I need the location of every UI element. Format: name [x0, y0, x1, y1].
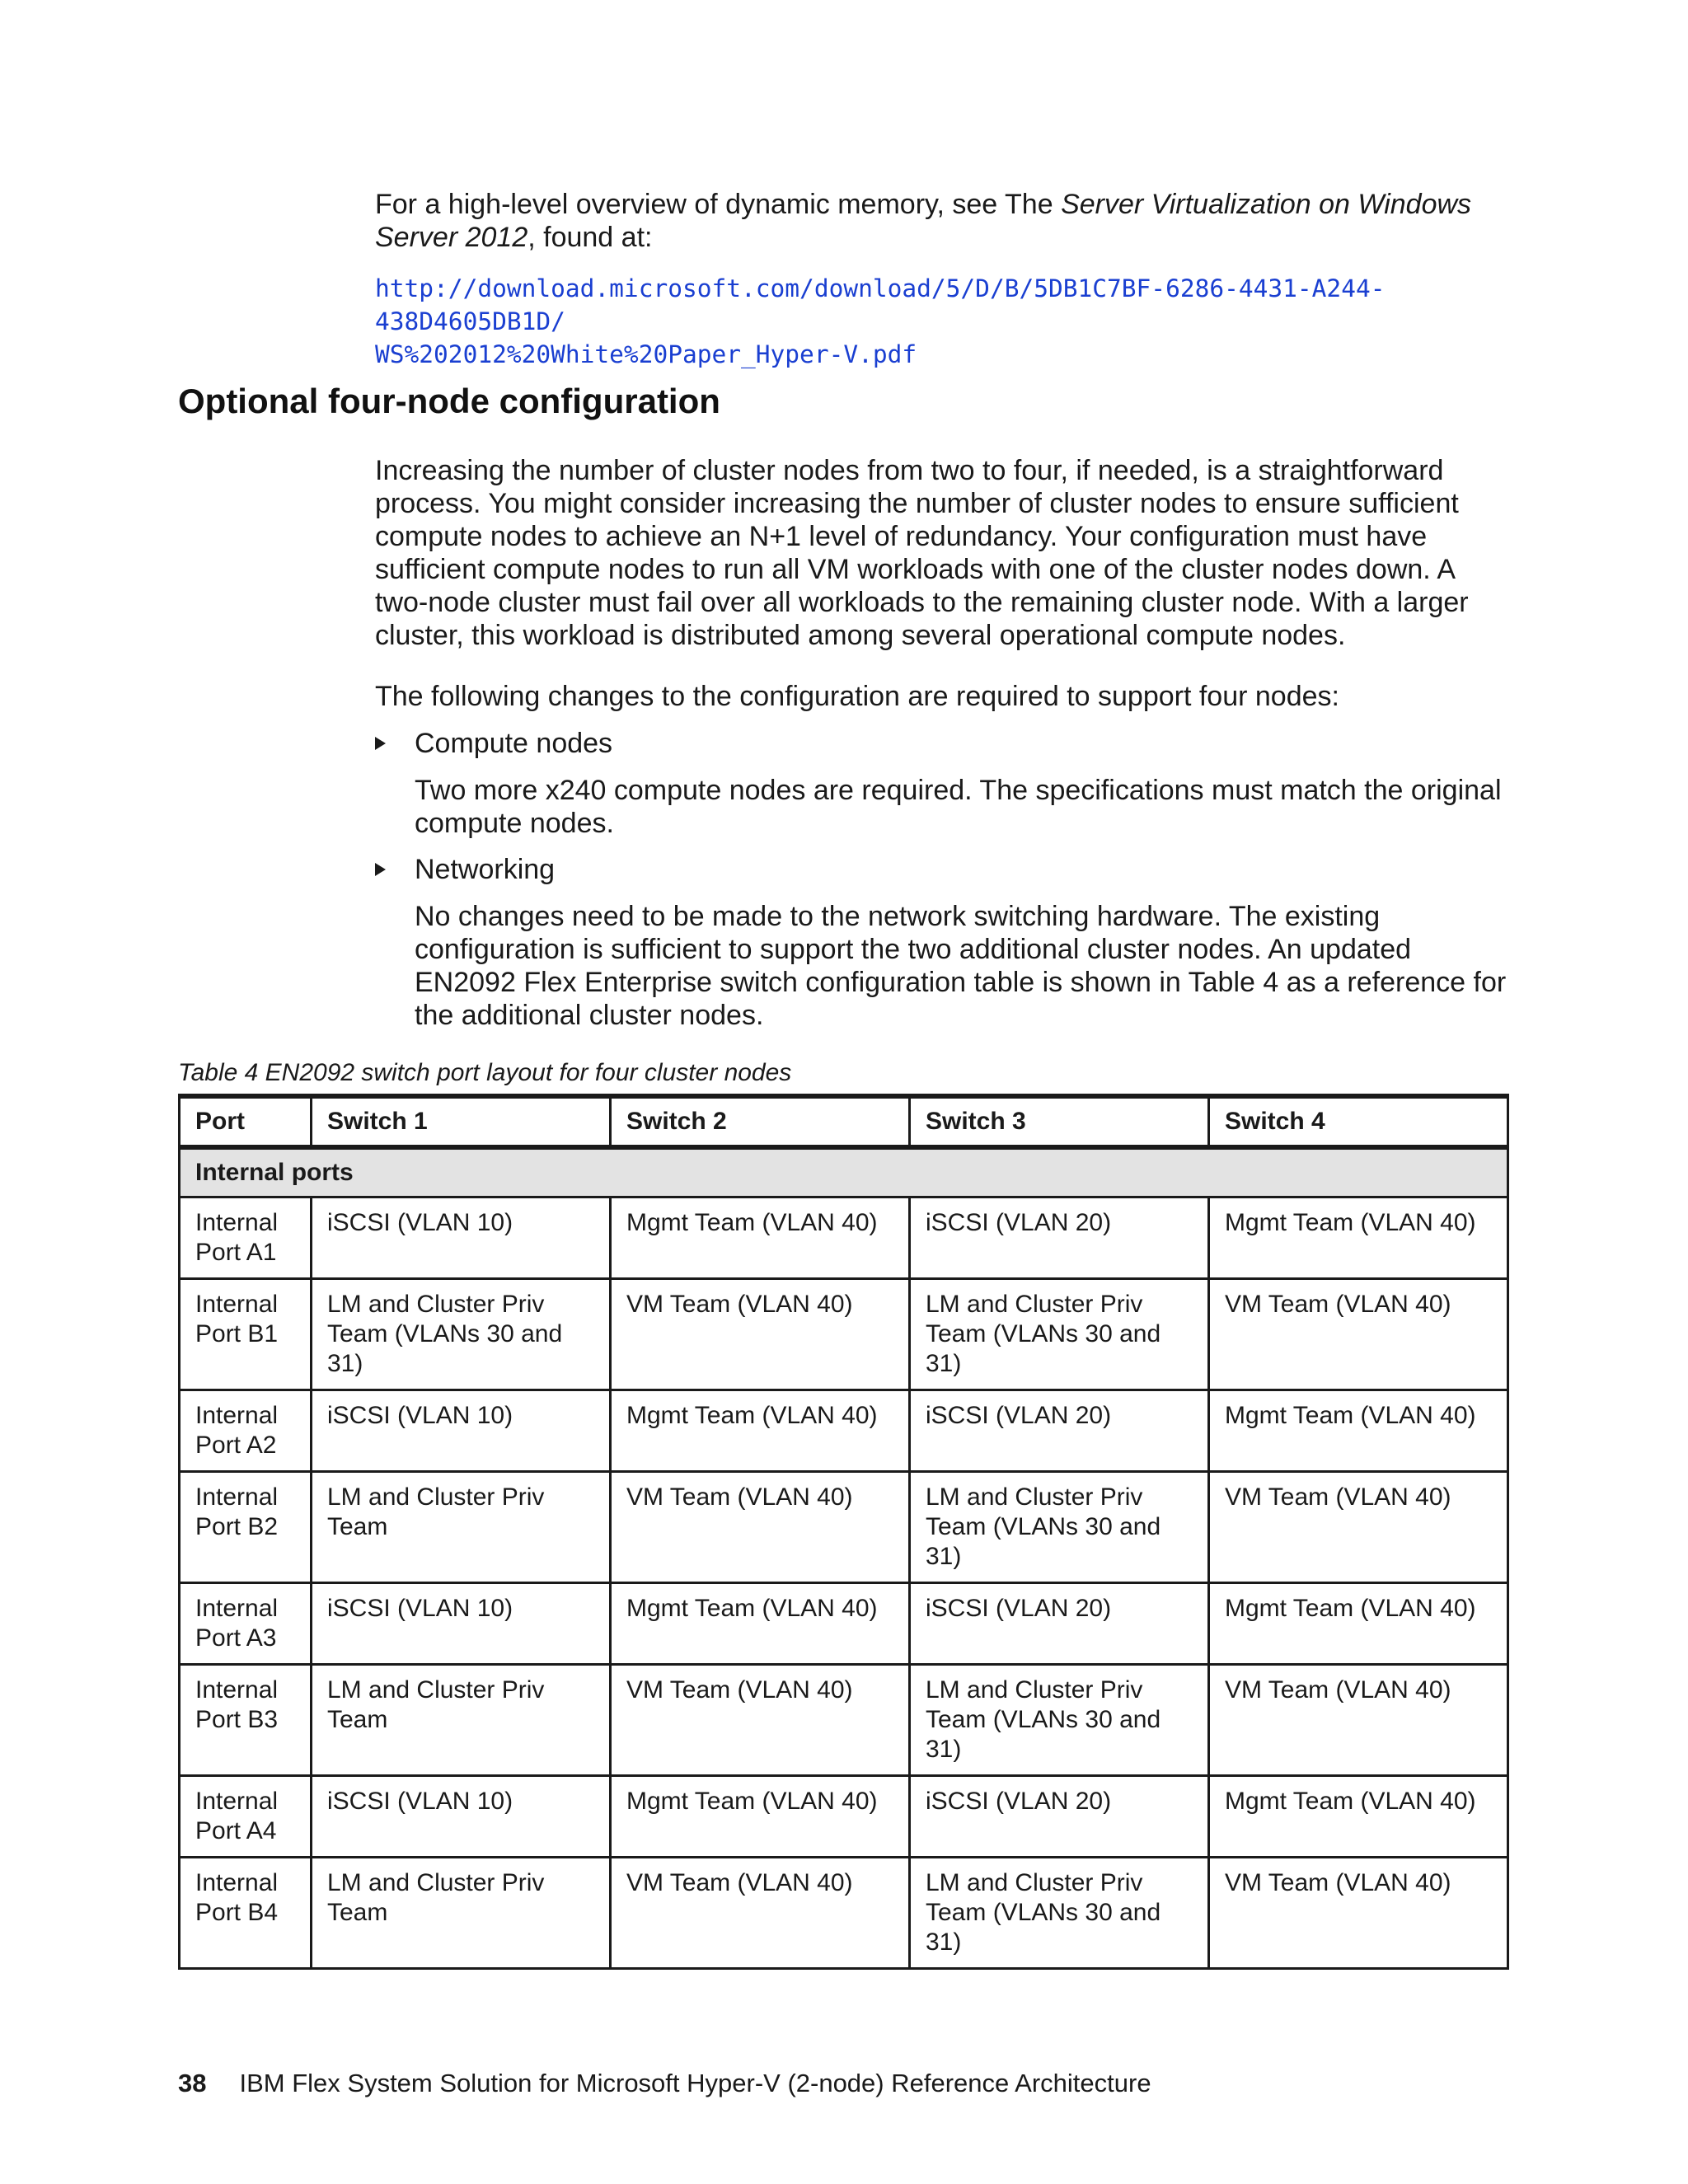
- table-cell: VM Team (VLAN 40): [611, 1665, 910, 1776]
- table-cell: iSCSI (VLAN 20): [910, 1583, 1209, 1665]
- table-row: [180, 1472, 1508, 1583]
- table-cell: iSCSI (VLAN 10): [312, 1390, 611, 1472]
- table-cell: VM Team (VLAN 40): [1209, 1858, 1508, 1969]
- table-cell: LM and Cluster Priv Team (VLANs 30 and 31): [910, 1279, 1209, 1390]
- table-cell: VM Team (VLAN 40): [611, 1858, 910, 1969]
- section-paragraph-2: The following changes to the configuration are required to support four nodes:: [375, 681, 1339, 712]
- section-heading: Optional four-node configuration: [178, 382, 720, 420]
- table-cell: iSCSI (VLAN 20): [910, 1776, 1209, 1858]
- table-row: [180, 1390, 1508, 1472]
- bullet-triangle-icon: [375, 863, 386, 876]
- table-cell: Mgmt Team (VLAN 40): [611, 1776, 910, 1858]
- table-row: [180, 1776, 1508, 1858]
- table-cell: Internal Port B3: [180, 1665, 312, 1776]
- table-row: [180, 1197, 1508, 1279]
- table-caption: Table 4 EN2092 switch port layout for four cluster nodes: [178, 1059, 792, 1086]
- column-header: Switch 3: [910, 1096, 1209, 1147]
- table-cell: LM and Cluster Priv Team (VLANs 30 and 31): [312, 1279, 611, 1390]
- table-cell: iSCSI (VLAN 10): [312, 1583, 611, 1665]
- table-cell: Mgmt Team (VLAN 40): [611, 1197, 910, 1279]
- page-number: 38: [178, 2069, 207, 2097]
- table-cell: LM and Cluster Priv Team: [312, 1472, 611, 1583]
- table-cell: Internal Port A1: [180, 1197, 312, 1279]
- table-cell: LM and Cluster Priv Team (VLANs 30 and 31): [910, 1858, 1209, 1969]
- table-header-row: [180, 1096, 1508, 1147]
- table-cell: VM Team (VLAN 40): [1209, 1279, 1508, 1390]
- section-label: Internal ports: [180, 1147, 1508, 1197]
- table-cell: LM and Cluster Priv Team: [312, 1858, 611, 1969]
- table-cell: Mgmt Team (VLAN 40): [611, 1390, 910, 1472]
- table-cell: Internal Port A2: [180, 1390, 312, 1472]
- table-cell: VM Team (VLAN 40): [1209, 1665, 1508, 1776]
- intro-text-after: , found at:: [528, 222, 653, 253]
- table-cell: Internal Port B1: [180, 1279, 312, 1390]
- bullet-triangle-icon: [375, 737, 386, 750]
- table-row: [180, 1583, 1508, 1665]
- table-cell: iSCSI (VLAN 20): [910, 1197, 1209, 1279]
- column-header: Port: [180, 1096, 312, 1147]
- table-cell: LM and Cluster Priv Team (VLANs 30 and 31): [910, 1665, 1209, 1776]
- table-cell: iSCSI (VLAN 10): [312, 1776, 611, 1858]
- reference-url[interactable]: [375, 272, 1529, 371]
- intro-paragraph: [375, 188, 1508, 254]
- table-section-row: [180, 1147, 1508, 1197]
- column-header: Switch 1: [312, 1096, 611, 1147]
- table-cell: LM and Cluster Priv Team: [312, 1665, 611, 1776]
- table-cell: iSCSI (VLAN 10): [312, 1197, 611, 1279]
- table-row: [180, 1279, 1508, 1390]
- switch-port-table: [178, 1094, 1509, 1970]
- table-cell: Internal Port A3: [180, 1583, 312, 1665]
- table-cell: Internal Port B2: [180, 1472, 312, 1583]
- column-header: Switch 4: [1209, 1096, 1508, 1147]
- table-cell: VM Team (VLAN 40): [611, 1279, 910, 1390]
- bullet-body: Two more x240 compute nodes are required. The specifications must match the original compute nodes.: [415, 775, 1502, 839]
- table-cell: Mgmt Team (VLAN 40): [611, 1583, 910, 1665]
- reference-url-line-2[interactable]: WS%202012%20White%20Paper_Hyper-V.pdf: [375, 340, 917, 368]
- table-cell: Internal Port B4: [180, 1858, 312, 1969]
- bullet-title: Compute nodes: [415, 728, 613, 759]
- table-cell: VM Team (VLAN 40): [611, 1472, 910, 1583]
- intro-text-before: For a high-level overview of dynamic memory, see The: [375, 189, 1062, 220]
- table-cell: LM and Cluster Priv Team (VLANs 30 and 31): [910, 1472, 1209, 1583]
- section-paragraph-1: Increasing the number of cluster nodes from two to four, if needed, is a straightforward process. You might consider increasing the number of cluster nodes to ensure sufficient compute nodes to achieve an N+1 level of redundancy. Your configuration must have sufficient compute nodes to run all VM workloads with one of the cluster nodes down. A two-node cluster must fail over all workloads to the remaining cluster node. With a larger cluster, this workload is distributed among several operational compute nodes.: [375, 455, 1469, 651]
- table-cell: Mgmt Team (VLAN 40): [1209, 1583, 1508, 1665]
- table-cell: Mgmt Team (VLAN 40): [1209, 1197, 1508, 1279]
- bullet-title: Networking: [415, 854, 556, 885]
- table-row: [180, 1858, 1508, 1969]
- table-row: [180, 1665, 1508, 1776]
- book-title: IBM Flex System Solution for Microsoft Hyper-V (2-node) Reference Architecture: [239, 2069, 1151, 2097]
- column-header: Switch 2: [611, 1096, 910, 1147]
- table-cell: Internal Port A4: [180, 1776, 312, 1858]
- bullet-body: No changes need to be made to the network switching hardware. The existing configuration is sufficient to support the two additional cluster nodes. An updated EN2092 Flex Enterprise switch configuration table is shown in Table 4 as a reference for the additional cluster nodes.: [415, 901, 1507, 1031]
- table-cell: Mgmt Team (VLAN 40): [1209, 1390, 1508, 1472]
- table-cell: VM Team (VLAN 40): [1209, 1472, 1508, 1583]
- page-footer: [178, 2067, 1151, 2100]
- table-cell: iSCSI (VLAN 20): [910, 1390, 1209, 1472]
- table-cell: Mgmt Team (VLAN 40): [1209, 1776, 1508, 1858]
- intro-cited-title: Server Virtualization on Windows Server 2012: [375, 189, 1472, 253]
- reference-url-line-1[interactable]: http://download.microsoft.com/download/5/D/B/5DB1C7BF-6286-4431-A244-438D4605DB1D/: [375, 274, 1386, 335]
